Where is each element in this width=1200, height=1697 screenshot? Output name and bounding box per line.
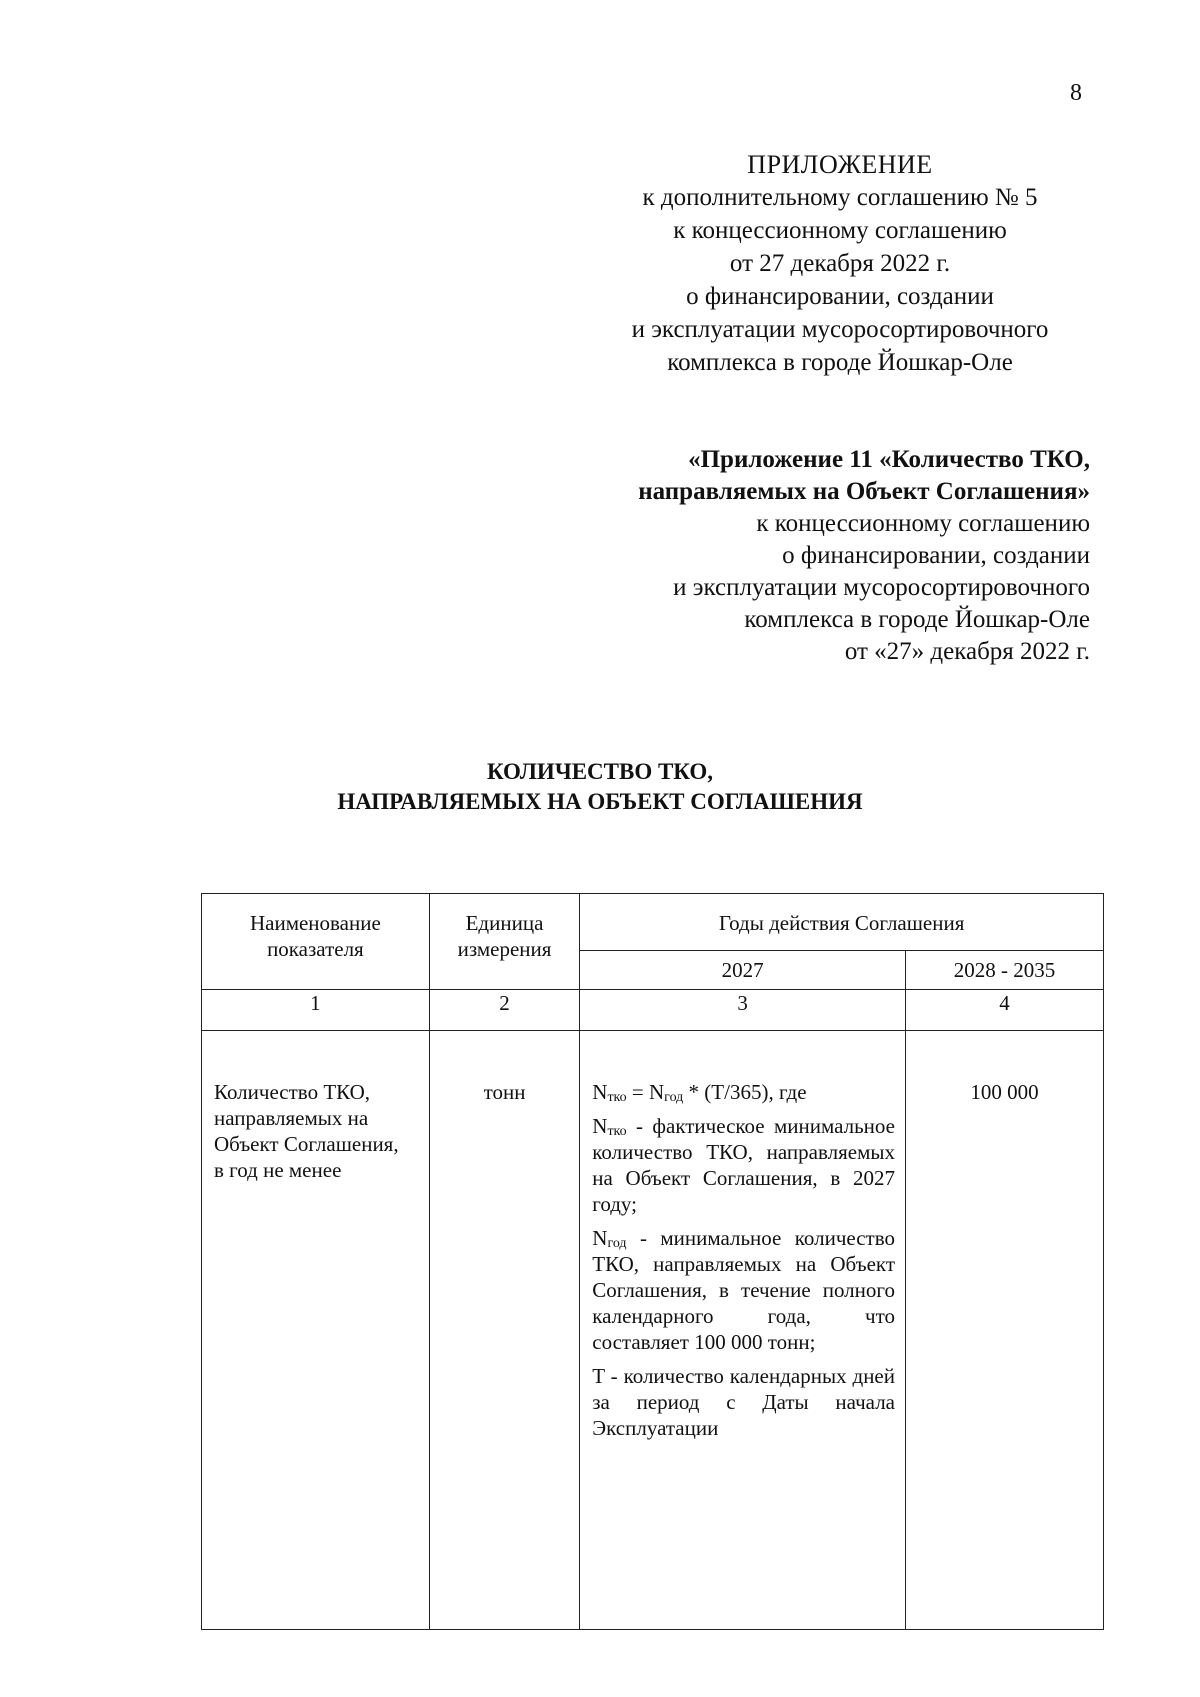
column-number: 4	[906, 990, 1104, 1031]
header-name	[202, 894, 430, 990]
annex-block	[490, 444, 1090, 668]
header-unit-text: Единица измерения	[457, 911, 552, 961]
header-unit	[429, 894, 579, 990]
column-number: 3	[580, 990, 906, 1031]
document-heading	[0, 757, 1200, 817]
formula-subscript: тко	[607, 1124, 627, 1139]
formula-cell	[580, 1031, 906, 1630]
column-number: 1	[202, 990, 430, 1031]
indicator-unit: тонн	[429, 1031, 579, 1630]
appendix-line: к дополнительному соглашению № 5	[642, 184, 1038, 211]
definition-text: - минимальное количество ТКО, направляемых на Объект Соглашения, в течение полного календарного года, что составляет 100 000 тонн;	[592, 1226, 895, 1354]
header-year-2028-2035: 2028 - 2035	[906, 951, 1104, 990]
heading-line: КОЛИЧЕСТВО ТКО,	[486, 759, 714, 784]
definition-ntko	[592, 1113, 895, 1217]
table-row	[202, 1031, 1104, 1630]
indicator-name	[202, 1031, 430, 1630]
formula-subscript: год	[607, 1236, 627, 1251]
heading-line: НАПРАВЛЯЕМЫХ НА ОБЪЕКТ СОГЛАШЕНИЯ	[337, 789, 863, 814]
indicator-table	[201, 893, 1104, 1630]
formula-symbol: N	[649, 1080, 665, 1104]
definition-text: - фактическое минимальное количество ТКО, направляемых на Объект Соглашения, в 2027 году;	[592, 1114, 895, 1216]
page-number: 8	[1070, 80, 1082, 106]
formula	[592, 1079, 895, 1105]
formula-subscript: год	[664, 1090, 684, 1105]
formula-symbol: N	[592, 1114, 608, 1138]
appendix-block	[580, 148, 1100, 379]
appendix-line: к концессионному соглашению	[673, 217, 1007, 244]
annex-line: к концессионному соглашению	[756, 510, 1090, 537]
indicator-name-text: Количество ТКО, направляемых на Объект Соглашения, в год не менее	[214, 1080, 399, 1182]
annex-line: комплекса в городе Йошкар-Оле	[744, 606, 1090, 633]
annex-line: и эксплуатации мусоросортировочного	[673, 574, 1090, 601]
formula-rest: * (T/365), где	[683, 1080, 807, 1104]
header-years: Годы действия Соглашения	[580, 894, 1104, 951]
appendix-title: ПРИЛОЖЕНИЕ	[747, 150, 933, 179]
annex-title-line: направляемых на Объект Соглашения»	[638, 478, 1090, 505]
formula-subscript: тко	[607, 1090, 627, 1105]
header-name-text: Наименование показателя	[249, 911, 381, 961]
column-number: 2	[429, 990, 579, 1031]
formula-equals: =	[626, 1080, 649, 1104]
formula-symbol: N	[592, 1226, 608, 1250]
table-header-row	[202, 894, 1104, 951]
appendix-line: и эксплуатации мусоросортировочного	[631, 316, 1049, 343]
annex-title-line: «Приложение 11 «Количество ТКО,	[688, 446, 1090, 473]
header-year-2027: 2027	[580, 951, 906, 990]
annex-line: от «27» декабря 2022 г.	[844, 638, 1090, 665]
definition-t: T - количество календарных дней за период с Даты начала Эксплуатации	[592, 1364, 895, 1440]
appendix-line: от 27 декабря 2022 г.	[729, 250, 951, 277]
definition-ngod	[592, 1225, 895, 1355]
column-number-row	[202, 990, 1104, 1031]
annex-line: о финансировании, создании	[782, 542, 1090, 569]
appendix-line: комплекса в городе Йошкар-Оле	[667, 349, 1013, 376]
appendix-line: о финансировании, создании	[686, 283, 994, 310]
formula-symbol: N	[592, 1080, 608, 1104]
indicator-value: 100 000	[906, 1031, 1104, 1630]
